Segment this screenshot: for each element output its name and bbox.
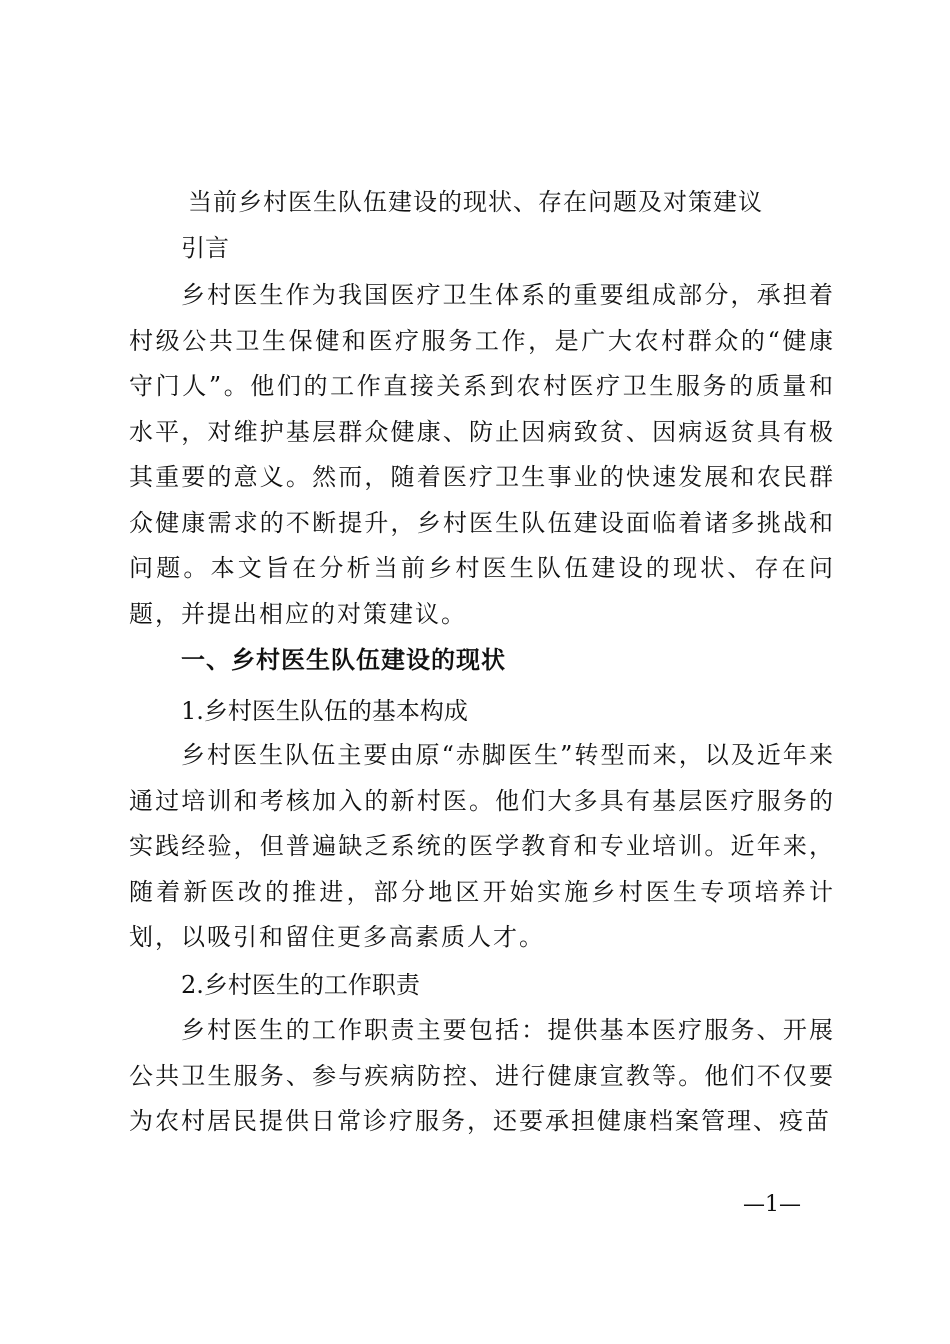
intro-paragraph-block xyxy=(129,273,835,637)
subheading-one: 1.乡村医生队伍的基本构成 xyxy=(181,697,468,725)
document-title: 当前乡村医生队伍建设的现状、存在问题及对策建议 xyxy=(188,188,763,216)
intro-heading: 引言 xyxy=(181,234,229,262)
paragraph-two-block xyxy=(129,1008,835,1145)
paragraph-one-block xyxy=(129,733,835,961)
paragraph-one: 乡村医生队伍主要由原“赤脚医生”转型而来，以及近年来通过培训和考核加入的新村医。他们大多具有基层医疗服务的实践经验，但普遍缺乏系统的医学教育和专业培训。近年来，随着新医改的推进，部分地区开始实施乡村医生专项培养计划，以吸引和留住更多高素质人才。 xyxy=(129,741,835,951)
paragraph-two: 乡村医生的工作职责主要包括：提供基本医疗服务、开展公共卫生服务、参与疾病防控、进行健康宣教等。他们不仅要为农村居民提供日常诊疗服务，还要承担健康档案管理、疫苗 xyxy=(129,1016,835,1135)
page-number: —1— xyxy=(743,1192,801,1217)
subheading-two: 2.乡村医生的工作职责 xyxy=(181,971,420,999)
intro-paragraph: 乡村医生作为我国医疗卫生体系的重要组成部分，承担着村级公共卫生保健和医疗服务工作，是广大农村群众的“健康守门人”。他们的工作直接关系到农村医疗卫生服务的质量和水平，对维护基层群众健康、防止因病致贫、因病返贫具有极其重要的意义。然而，随着医疗卫生事业的快速发展和农民群众健康需求的不断提升，乡村医生队伍建设面临着诸多挑战和问题。本文旨在分析当前乡村医生队伍建设的现状、存在问题，并提出相应的对策建议。 xyxy=(129,281,835,628)
section-one-heading: 一、乡村医生队伍建设的现状 xyxy=(181,646,506,674)
